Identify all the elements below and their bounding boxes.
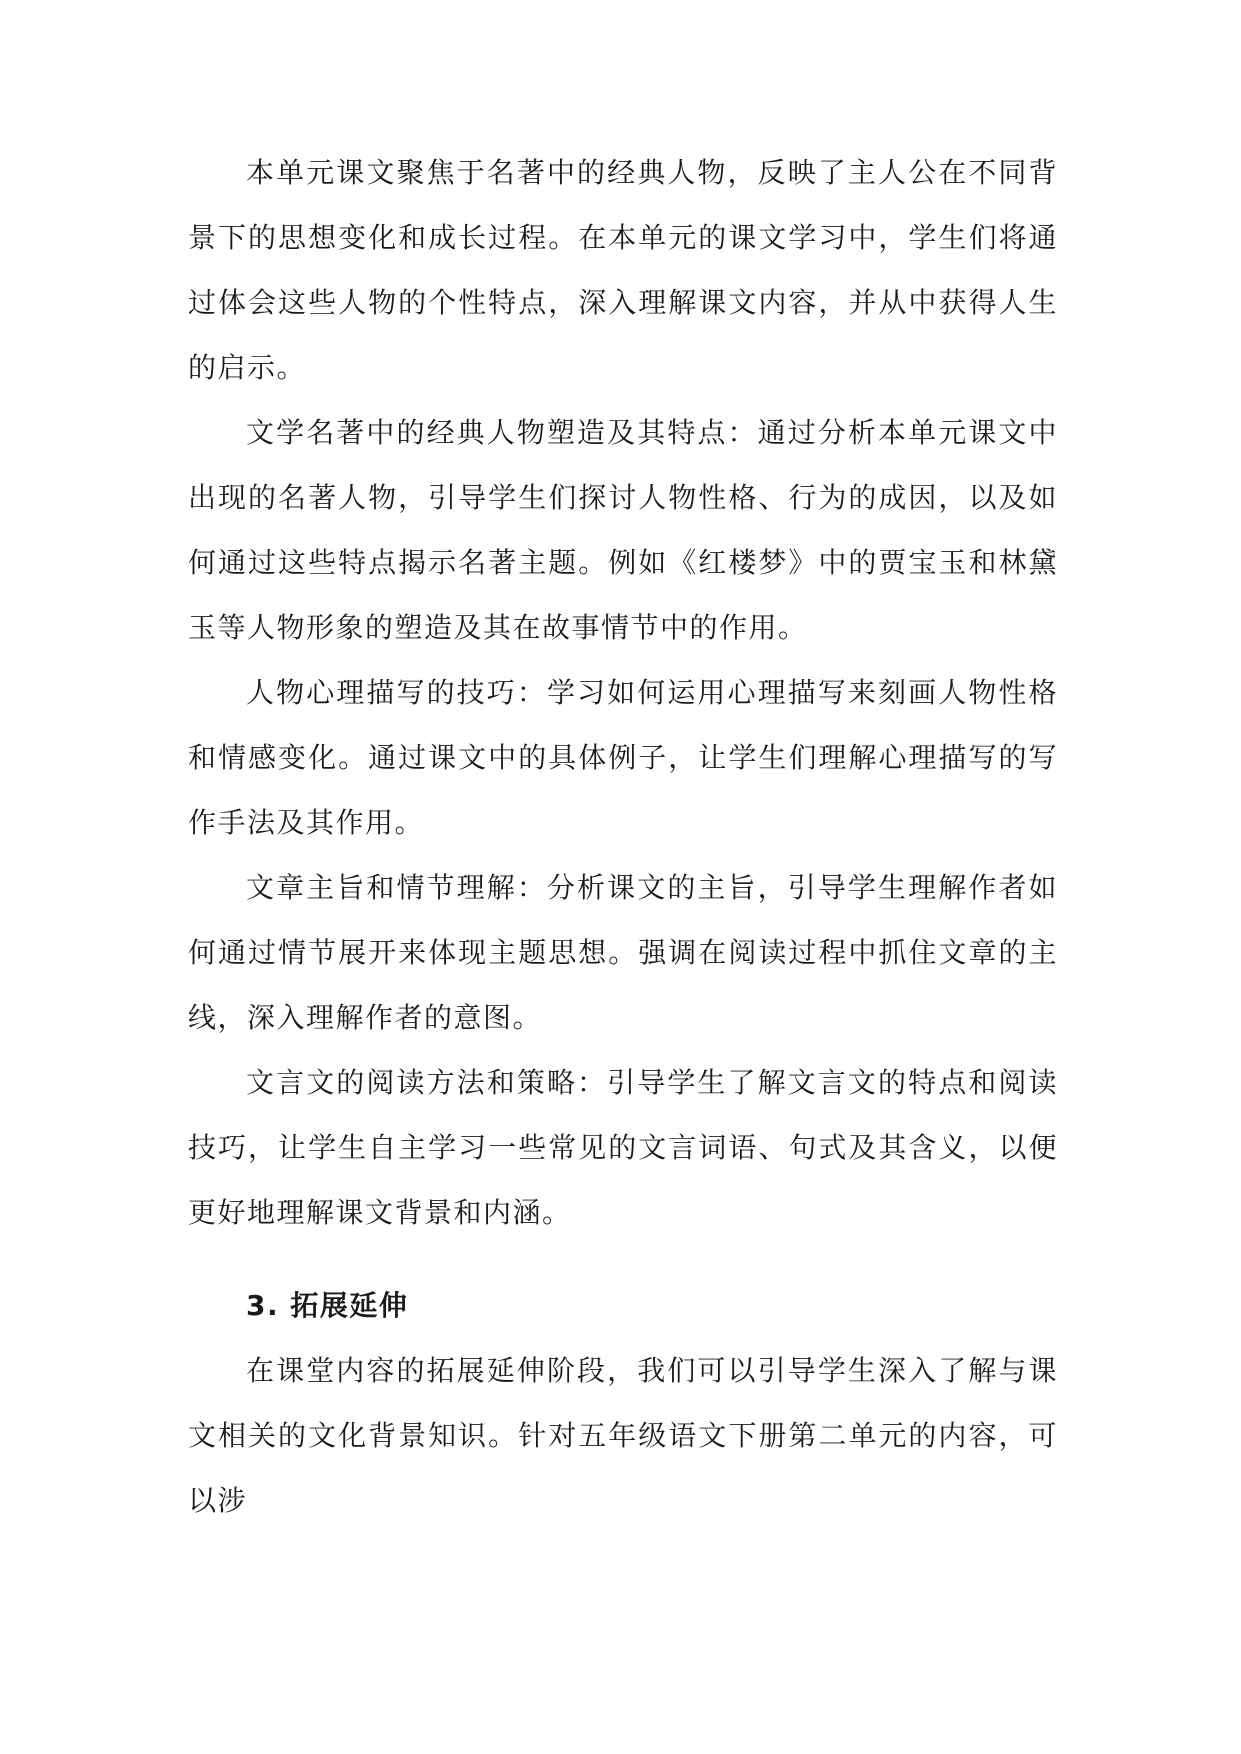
document-body <box>188 140 1058 1533</box>
paragraph-unit-overview: 本单元课文聚焦于名著中的经典人物，反映了主人公在不同背景下的思想变化和成长过程。在本单元的课文学习中，学生们将通过体会这些人物的个性特点，深入理解课文内容，并从中获得人生的启示。 <box>188 156 1058 384</box>
paragraph-classical-chinese-reading: 文言文的阅读方法和策略：引导学生了解文言文的特点和阅读技巧，让学生自主学习一些常见的文言词语、句式及其含义，以便更好地理解课文背景和内涵。 <box>188 1066 1058 1229</box>
section-heading-extension: 3. 拓展延伸 <box>246 1289 409 1322</box>
paragraph-theme-and-plot: 文章主旨和情节理解：分析课文的主旨，引导学生理解作者如何通过情节展开来体现主题思想。强调在阅读过程中抓住文章的主线，深入理解作者的意图。 <box>188 871 1058 1034</box>
paragraph-psychological-description: 人物心理描写的技巧：学习如何运用心理描写来刻画人物性格和情感变化。通过课文中的具体例子，让学生们理解心理描写的写作手法及其作用。 <box>188 676 1058 839</box>
paragraph-extension-intro: 在课堂内容的拓展延伸阶段，我们可以引导学生深入了解与课文相关的文化背景知识。针对五年级语文下册第二单元的内容，可以涉 <box>188 1354 1058 1517</box>
paragraph-classic-characters: 文学名著中的经典人物塑造及其特点：通过分析本单元课文中出现的名著人物，引导学生们探讨人物性格、行为的成因，以及如何通过这些特点揭示名著主题。例如《红楼梦》中的贾宝玉和林黛玉等人物形象的塑造及其在故事情节中的作用。 <box>188 416 1058 644</box>
